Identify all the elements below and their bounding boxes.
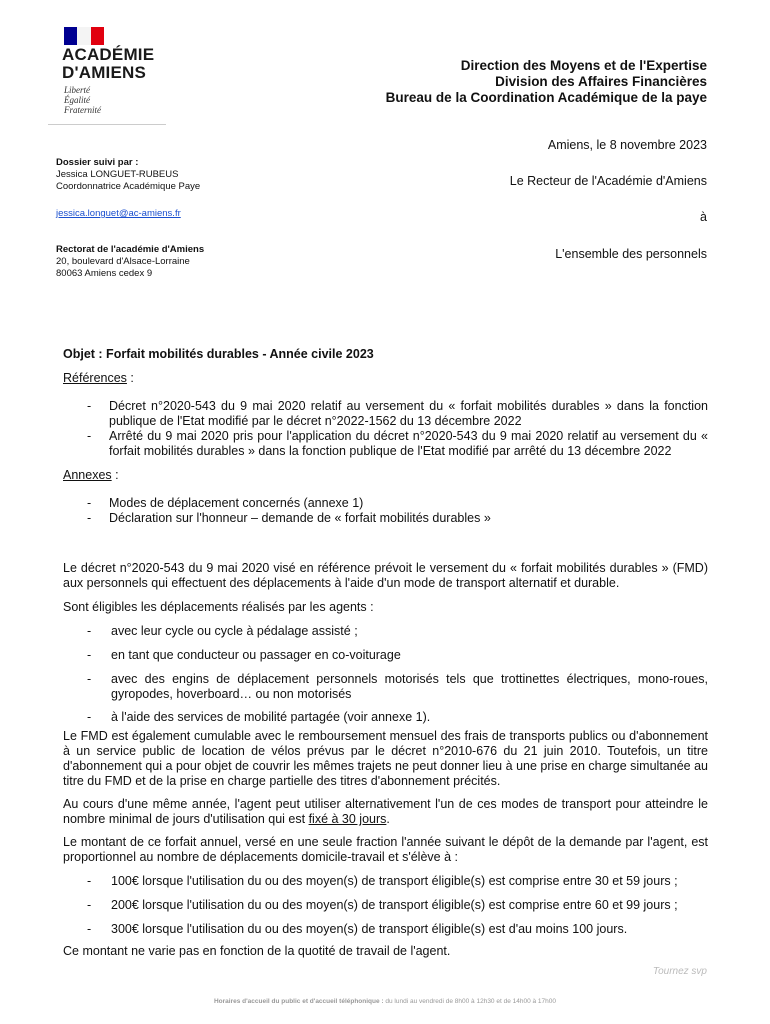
rectorat-address: Rectorat de l'académie d'Amiens 20, boulevard d'Alsace-Lorraine 80063 Amiens cedex 9 <box>56 244 205 279</box>
turn-page-note: Tournez svp <box>652 966 707 977</box>
list-item: - Déclaration sur l'honneur – demande de « forfait mobilités durables » <box>87 511 491 525</box>
intro-paragraph: Le décret n°2020-543 du 9 mai 2020 visé en référence prévoit le versement du « forfait mobilités durables » (FMD) aux personnels qui effectuent des déplacements à l'aide d'un mode de transport alternatif et durable. <box>63 561 708 590</box>
list-item: - Modes de déplacement concernés (annexe 1) <box>87 496 364 510</box>
references-list <box>63 399 708 459</box>
montant-paragraph: Le montant de ce forfait annuel, versé en une seule fraction l'année suivant le dépôt de la demande par l'agent, est proportionnel au nombre de déplacements domicile-travail et s'élève à : <box>63 835 708 864</box>
footer-hours: Horaires d'accueil du public et d'accueil téléphonique : du lundi au vendredi de 8h00 à 12h30 et de 14h00 à 17h00 <box>213 998 556 1005</box>
letter-recipients: L'ensemble des personnels <box>555 247 707 261</box>
letter-sender: Le Recteur de l'Académie d'Amiens <box>509 174 707 188</box>
quotite-paragraph: Ce montant ne varie pas en fonction de la quotité de travail de l'agent. <box>63 944 451 958</box>
marianne-flag-icon <box>64 27 104 45</box>
list-item: - 200€ lorsque l'utilisation du ou des moyen(s) de transport éligible(s) est comprise entre 60 et 99 jours ; <box>87 898 678 912</box>
list-item: - Décret n°2020-543 du 9 mai 2020 relatif au versement du « forfait mobilités durables » dans la fonction publique de l'Etat modifié par le décret n°2022-1562 du 13 décembre 2022 <box>87 399 708 428</box>
eligible-title: Sont éligibles les déplacements réalisés par les agents : <box>63 600 374 614</box>
list-item: - à l'aide des services de mobilité partagée (voir annexe 1). <box>87 710 431 724</box>
academy-logo-text: ACADÉMIE D'AMIENS <box>62 45 155 82</box>
letter-date: Amiens, le 8 novembre 2023 <box>547 138 707 152</box>
annexes-list <box>63 496 708 526</box>
annee-paragraph: Au cours d'une même année, l'agent peut utiliser alternativement l'un de ces modes de transport pour atteindre le nombre minimal de jours d'utilisation qui est fixé à 30 jours. <box>63 797 708 826</box>
eligible-list <box>63 624 708 730</box>
montants-list <box>63 874 708 946</box>
list-item: - 300€ lorsque l'utilisation du ou des moyen(s) de transport éligible(s) est d'au moins 100 jours. <box>87 922 628 936</box>
letter-to: à <box>700 210 707 224</box>
logo-divider <box>48 124 166 125</box>
republic-motto: Liberté Égalité Fraternité <box>64 85 101 115</box>
list-item: - Arrêté du 9 mai 2020 pris pour l'application du décret n°2020-543 du 9 mai 2020 relatif au versement du « forfait mobilités durables » dans la fonction publique de l'Etat modifié par arrêté du 13 décembre 2022 <box>87 429 708 458</box>
list-item: - avec des engins de déplacement personnels motorisés tels que trottinettes électriques, mono-roues, gyropodes, hoverboard… ou non motorisés <box>87 672 708 701</box>
annexes-title: Annexes : <box>63 468 119 482</box>
department-header: Direction des Moyens et de l'Expertise Division des Affaires Financières Bureau de la Coordination Académique de la paye <box>385 58 707 105</box>
dossier-block: Dossier suivi par : Jessica LONGUET-RUBEUS Coordonnatrice Académique Paye <box>56 157 201 192</box>
list-item: - en tant que conducteur ou passager en co-voiturage <box>87 648 401 662</box>
references-title: Références : <box>63 371 134 385</box>
contact-email-link[interactable]: jessica.longuet@ac-amiens.fr <box>56 208 181 219</box>
cumul-paragraph: Le FMD est également cumulable avec le remboursement mensuel des frais de transports publics ou d'abonnement à un service public de location de vélos prévus par le décret n°2010-676 du 21 juin 2010. Toutefois, un titre d'abonnement qui a pour objet de couvrir les mêmes trajets ne peut donner lieu à une prise en charge simultanée au titre du FMD et de la prise en charge partielle des titres d'abonnement précités. <box>63 729 708 788</box>
list-item: - avec leur cycle ou cycle à pédalage assisté ; <box>87 624 358 638</box>
list-item: - 100€ lorsque l'utilisation du ou des moyen(s) de transport éligible(s) est comprise entre 30 et 59 jours ; <box>87 874 678 888</box>
letter-subject: Objet : Forfait mobilités durables - Année civile 2023 <box>63 347 374 361</box>
